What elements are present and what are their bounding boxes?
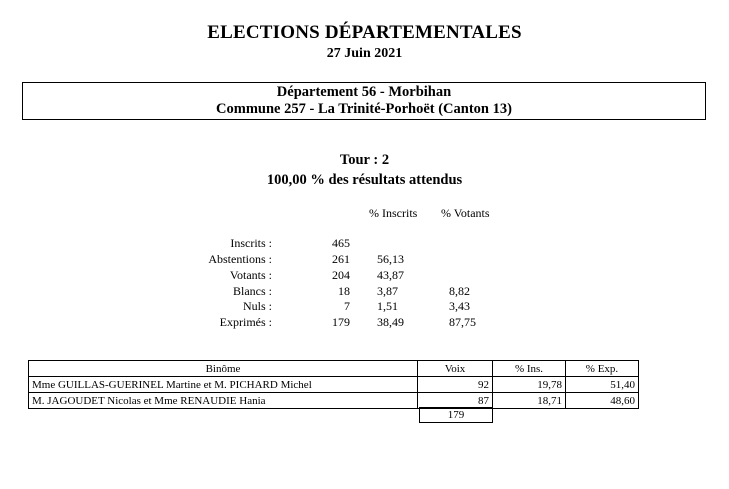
binome-name: Mme GUILLAS-GUERINEL Martine et M. PICHARD Michel	[29, 377, 418, 393]
summary-pct-votants: 87,75	[449, 315, 476, 329]
table-row	[29, 393, 639, 409]
page-title: ELECTIONS DÉPARTEMENTALES	[207, 22, 522, 43]
results-table	[28, 360, 639, 409]
results-expected-label: 100,00 % des résultats attendus	[266, 172, 463, 188]
summary-pct-votants: 8,82	[449, 284, 470, 298]
results-header-row	[29, 361, 639, 377]
departement-label: Département 56 - Morbihan	[276, 84, 452, 100]
binome-name: M. JAGOUDET Nicolas et Mme RENAUDIE Hania	[29, 393, 418, 409]
summary-label: Inscrits :	[230, 236, 272, 250]
pct-ins-value: 19,78	[493, 377, 566, 393]
summary-label: Votants :	[229, 268, 272, 282]
header-pct-exp: % Exp.	[566, 361, 639, 377]
pct-ins-value: 18,71	[493, 393, 566, 409]
summary-value: 18	[338, 284, 350, 298]
summary-pct-inscrits: 43,87	[377, 268, 404, 282]
tour-label: Tour : 2	[339, 152, 390, 168]
header-binome: Binôme	[29, 361, 418, 377]
election-date: 27 Juin 2021	[326, 46, 403, 61]
voix-value: 92	[418, 377, 493, 393]
summary-pct-inscrits: 1,51	[377, 299, 398, 313]
col-header-pct-votants: % Votants	[441, 206, 490, 220]
header-voix: Voix	[418, 361, 493, 377]
commune-label: Commune 257 - La Trinité-Porhoët (Canton 13)	[216, 101, 512, 117]
summary-value: 465	[332, 236, 350, 250]
summary-pct-votants: 3,43	[449, 299, 470, 313]
table-row	[29, 377, 639, 393]
summary-pct-inscrits: 38,49	[377, 315, 404, 329]
col-header-pct-inscrits: % Inscrits	[369, 206, 418, 220]
voix-value: 87	[418, 393, 493, 409]
summary-value: 7	[344, 299, 350, 313]
summary-pct-inscrits: 56,13	[377, 252, 404, 266]
header-pct-ins: % Ins.	[493, 361, 566, 377]
pct-exp-value: 48,60	[566, 393, 639, 409]
summary-value: 204	[332, 268, 350, 282]
total-voix: 179	[419, 407, 493, 423]
pct-exp-value: 51,40	[566, 377, 639, 393]
summary-label: Nuls :	[242, 299, 272, 313]
summary-value: 261	[332, 252, 350, 266]
summary-pct-inscrits: 3,87	[377, 284, 398, 298]
summary-label: Abstentions :	[208, 252, 272, 266]
summary-label: Exprimés :	[219, 315, 272, 329]
location-box	[22, 82, 706, 120]
summary-label: Blancs :	[233, 284, 272, 298]
summary-value: 179	[332, 315, 350, 329]
